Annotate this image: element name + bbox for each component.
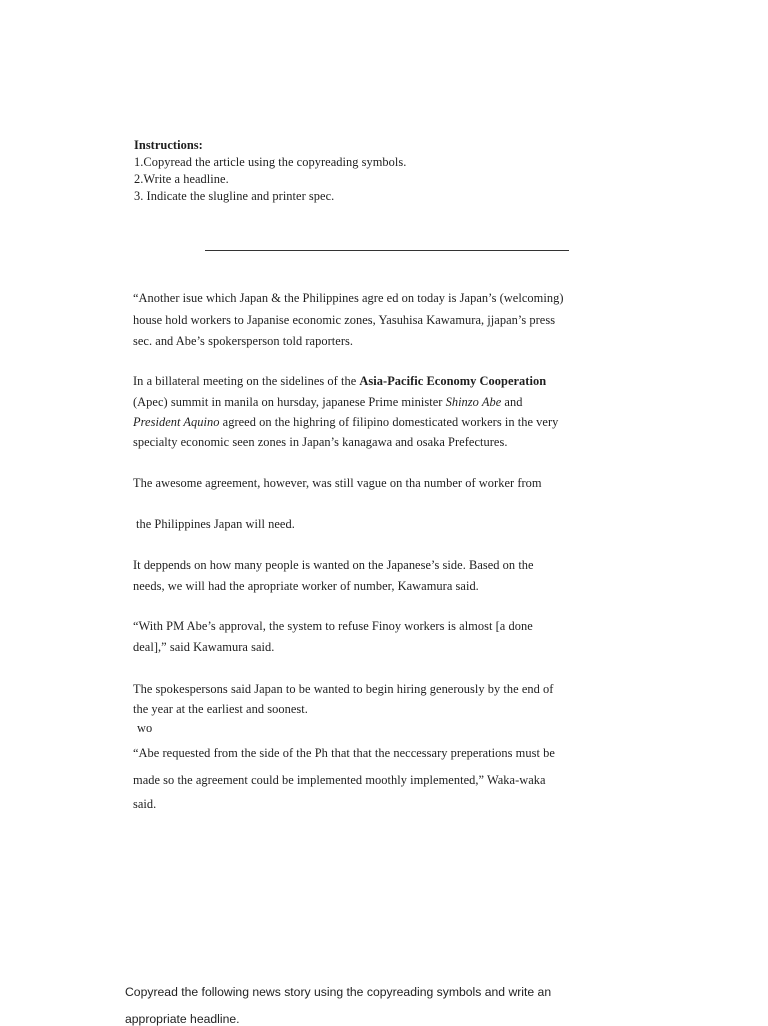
- article-line: made so the agreement could be implemented moothly implemented,” Waka-waka: [133, 773, 546, 787]
- italic-phrase: Shinzo Abe: [445, 395, 502, 409]
- article-line: the Philippines Japan will need.: [136, 517, 295, 531]
- article-line: “Another isue which Japan & the Philippines agre ed on today is Japan’s (welcoming): [133, 291, 564, 305]
- article-line: “With PM Abe’s approval, the system to refuse Finoy workers is almost [a done: [133, 619, 533, 633]
- slugline-rule: [205, 250, 569, 251]
- italic-phrase: President Aquino: [133, 415, 220, 429]
- article-line: specialty economic seen zones in Japan’s kanagawa and osaka Prefectures.: [133, 435, 508, 449]
- article-line: needs, we will had the apropriate worker of number, Kawamura said.: [133, 579, 479, 593]
- article-line: The spokespersons said Japan to be wanted to begin hiring generously by the end of: [133, 682, 554, 696]
- article-line: “Abe requested from the side of the Ph that that the neccessary preperations must be: [133, 746, 555, 760]
- bold-phrase: Asia-Pacific Economy Cooperation: [359, 374, 547, 388]
- article-line: house hold workers to Japanise economic zones, Yasuhisa Kawamura, jjapan’s press: [133, 313, 556, 327]
- article-line: President Aquino agreed on the highring of filipino domesticated workers in the very: [133, 415, 559, 429]
- article-line: It deppends on how many people is wanted on the Japanese’s side. Based on the: [133, 558, 534, 572]
- article-line: said.: [133, 797, 157, 811]
- instruction-item: 1.Copyread the article using the copyreading symbols.: [134, 155, 407, 169]
- footer-line: appropriate headline.: [125, 1012, 240, 1026]
- instruction-item: 2.Write a headline.: [134, 172, 229, 186]
- article-line: (Apec) summit in manila on hursday, japanese Prime minister Shinzo Abe and: [133, 395, 523, 409]
- article-line: The awesome agreement, however, was still vague on tha number of worker from: [133, 476, 542, 490]
- article-line: sec. and Abe’s spokersperson told raporters.: [133, 334, 354, 348]
- instruction-item: 3. Indicate the slugline and printer spec.: [134, 189, 335, 203]
- footer-line: Copyread the following news story using the copyreading symbols and write an: [125, 985, 552, 999]
- article-line: In a billateral meeting on the sidelines of the Asia-Pacific Economy Cooperation: [133, 374, 547, 388]
- article-line: deal],” said Kawamura said.: [133, 640, 275, 654]
- instructions-heading: Instructions:: [134, 138, 203, 152]
- handwritten-mark: wo: [137, 721, 153, 735]
- article-line: the year at the earliest and soonest.: [133, 702, 308, 716]
